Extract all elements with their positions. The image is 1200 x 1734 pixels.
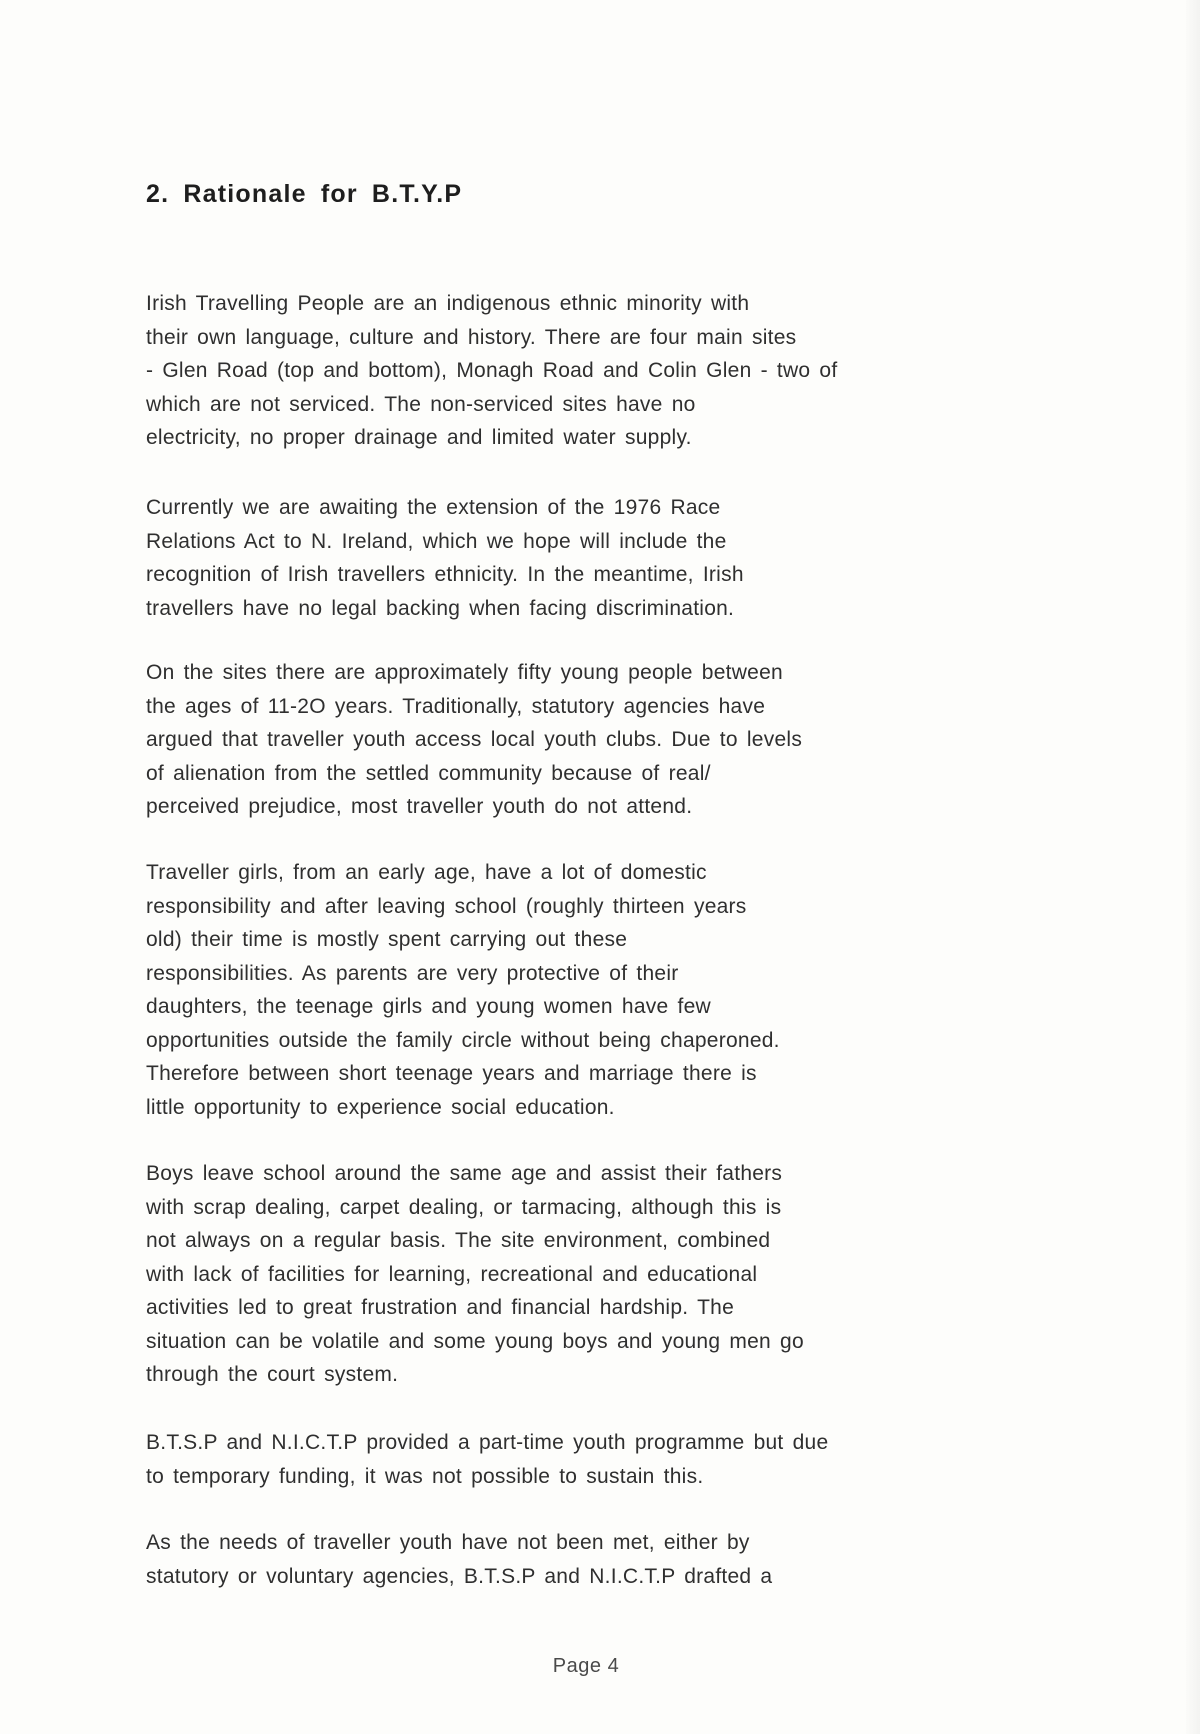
text-line: Irish Travelling People are an indigenous ethnic minority with xyxy=(146,292,750,315)
text-line: their own language, culture and history. There are four main sites xyxy=(146,325,797,349)
section-heading: 2. Rationale for B.T.Y.P xyxy=(146,180,463,208)
text-line: not always on a regular basis. The site environment, combined xyxy=(146,1229,771,1252)
text-line: with lack of facilities for learning, recreational and educational xyxy=(146,1262,758,1286)
text-line: old) their time is mostly spent carrying out these xyxy=(146,928,628,951)
scan-edge xyxy=(1186,0,1200,1734)
paragraph-young-people xyxy=(146,656,802,824)
page-number: Page 4 xyxy=(552,1655,620,1677)
document-page xyxy=(146,0,1026,1734)
paragraph-needs xyxy=(146,1526,772,1593)
paragraph-sites xyxy=(146,287,837,455)
text-line: recognition of Irish travellers ethnicity. In the meantime, Irish xyxy=(146,563,744,586)
text-line: responsibilities. As parents are very protective of their xyxy=(146,961,679,985)
text-line: perceived prejudice, most traveller youth do not attend. xyxy=(146,795,693,818)
text-line: - Glen Road (top and bottom), Monagh Road and Colin Glen - two of xyxy=(146,359,838,382)
paragraph-race-relations xyxy=(146,491,744,625)
text-line: the ages of 11-2O years. Traditionally, statutory agencies have xyxy=(146,694,766,718)
paragraph-youth-programme xyxy=(146,1426,828,1493)
paragraph-traveller-girls xyxy=(146,856,780,1124)
text-line: responsibility and after leaving school (roughly thirteen years xyxy=(146,894,747,918)
text-line: Boys leave school around the same age and assist their fathers xyxy=(146,1162,783,1185)
text-line: electricity, no proper drainage and limited water supply. xyxy=(146,426,692,449)
text-line: situation can be volatile and some young boys and young men go xyxy=(146,1329,804,1353)
text-line: Traveller girls, from an early age, have a lot of domestic xyxy=(146,861,707,884)
text-line: Currently we are awaiting the extension of the 1976 Race xyxy=(146,496,721,519)
text-line: with scrap dealing, carpet dealing, or tarmacing, although this is xyxy=(146,1195,782,1219)
text-line: Relations Act to N. Ireland, which we hope will include the xyxy=(146,529,727,553)
text-line: of alienation from the settled community because of real/ xyxy=(146,761,711,785)
paragraph-boys xyxy=(146,1157,804,1392)
text-line: opportunities outside the family circle without being chaperoned. xyxy=(146,1028,780,1052)
text-line: travellers have no legal backing when facing discrimination. xyxy=(146,596,735,620)
text-line: activities led to great frustration and financial hardship. The xyxy=(146,1296,735,1319)
text-line: to temporary funding, it was not possible to sustain this. xyxy=(146,1464,704,1488)
text-line: little opportunity to experience social education. xyxy=(146,1095,615,1119)
text-line: argued that traveller youth access local youth clubs. Due to levels xyxy=(146,728,803,751)
text-line: through the court system. xyxy=(146,1363,399,1386)
text-line: daughters, the teenage girls and young women have few xyxy=(146,995,711,1018)
text-line: On the sites there are approximately fifty young people between xyxy=(146,661,783,684)
text-line: B.T.S.P and N.I.C.T.P provided a part-time youth programme but due xyxy=(146,1431,829,1454)
text-line: Therefore between short teenage years and marriage there is xyxy=(146,1062,757,1085)
text-line: statutory or voluntary agencies, B.T.S.P and N.I.C.T.P drafted a xyxy=(146,1564,773,1588)
text-line: As the needs of traveller youth have not been met, either by xyxy=(146,1531,750,1554)
text-line: which are not serviced. The non-serviced sites have no xyxy=(146,392,696,416)
